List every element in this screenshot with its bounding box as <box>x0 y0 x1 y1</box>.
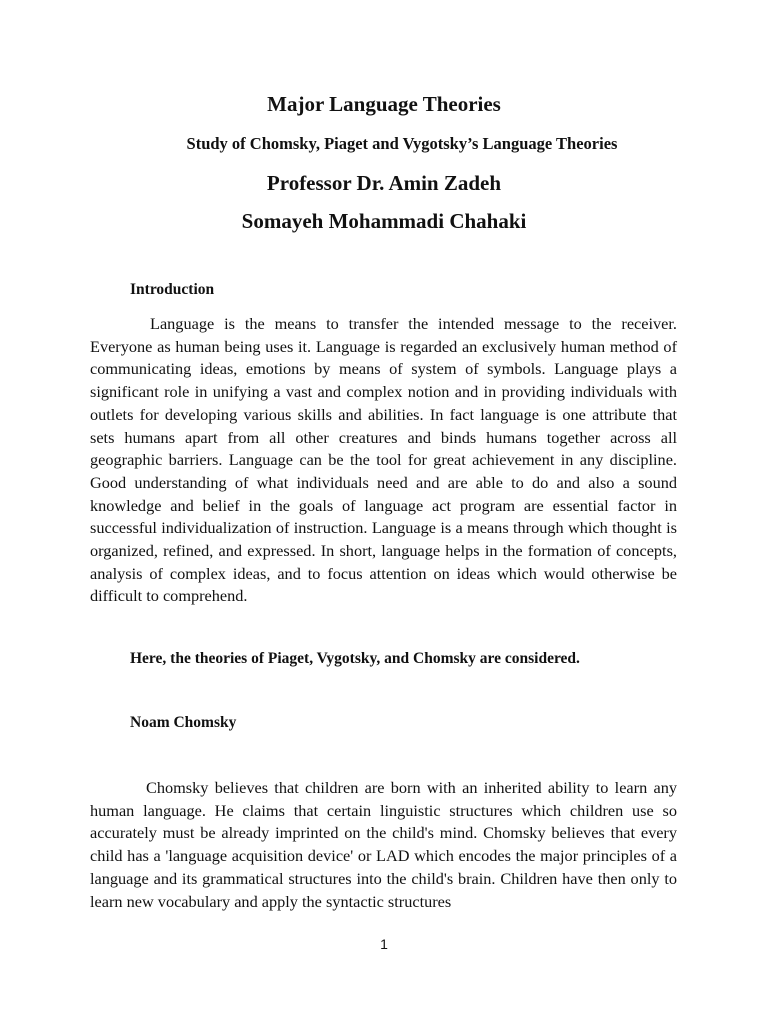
theories-statement: Here, the theories of Piaget, Vygotsky, and Chomsky are considered. <box>130 650 580 667</box>
chomsky-heading: Noam Chomsky <box>130 714 237 731</box>
page-number: 1 <box>380 936 388 952</box>
chomsky-paragraph: Chomsky believes that children are born with an inherited ability to learn any human language. He claims that certain linguistic structures which children use so accurately must be already imprinted on the child's mind. Chomsky believes that every child has a 'language acquisition device' or LAD which encodes the major principles of a language and its grammatical structures into the child's brain. Children have then only to learn new vocabulary and apply the syntactic structures <box>90 778 677 911</box>
introduction-paragraph: Language is the means to transfer the intended message to the receiver. Everyone as human being uses it. Language is regarded an exclusively human method of communicating ideas, emotions by means of system of symbols. Language plays a significant role in unifying a vast and complex notion and in providing individuals with outlets for developing various skills and abilities. In fact language is one attribute that sets humans apart from all other creatures and binds humans together across all geographic barriers. Language can be the tool for great achievement in any discipline. Good understanding of what individuals need and are able to do and also a sound knowledge and belief in the goals of language act program are essential factor in successful individualization of instruction. Language is a means through which thought is organized, refined, and expressed. In short, language helps in the formation of concepts, analysis of complex ideas, and to focus attention on ideas which would otherwise be difficult to comprehend. <box>90 314 677 606</box>
document-title: Major Language Theories <box>267 92 501 116</box>
author-name: Somayeh Mohammadi Chahaki <box>241 209 527 233</box>
author-name: Professor Dr. Amin Zadeh <box>266 171 502 195</box>
introduction-heading: Introduction <box>130 281 215 298</box>
document-subtitle: Study of Chomsky, Piaget and Vygotsky’s Language Theories <box>186 134 618 153</box>
